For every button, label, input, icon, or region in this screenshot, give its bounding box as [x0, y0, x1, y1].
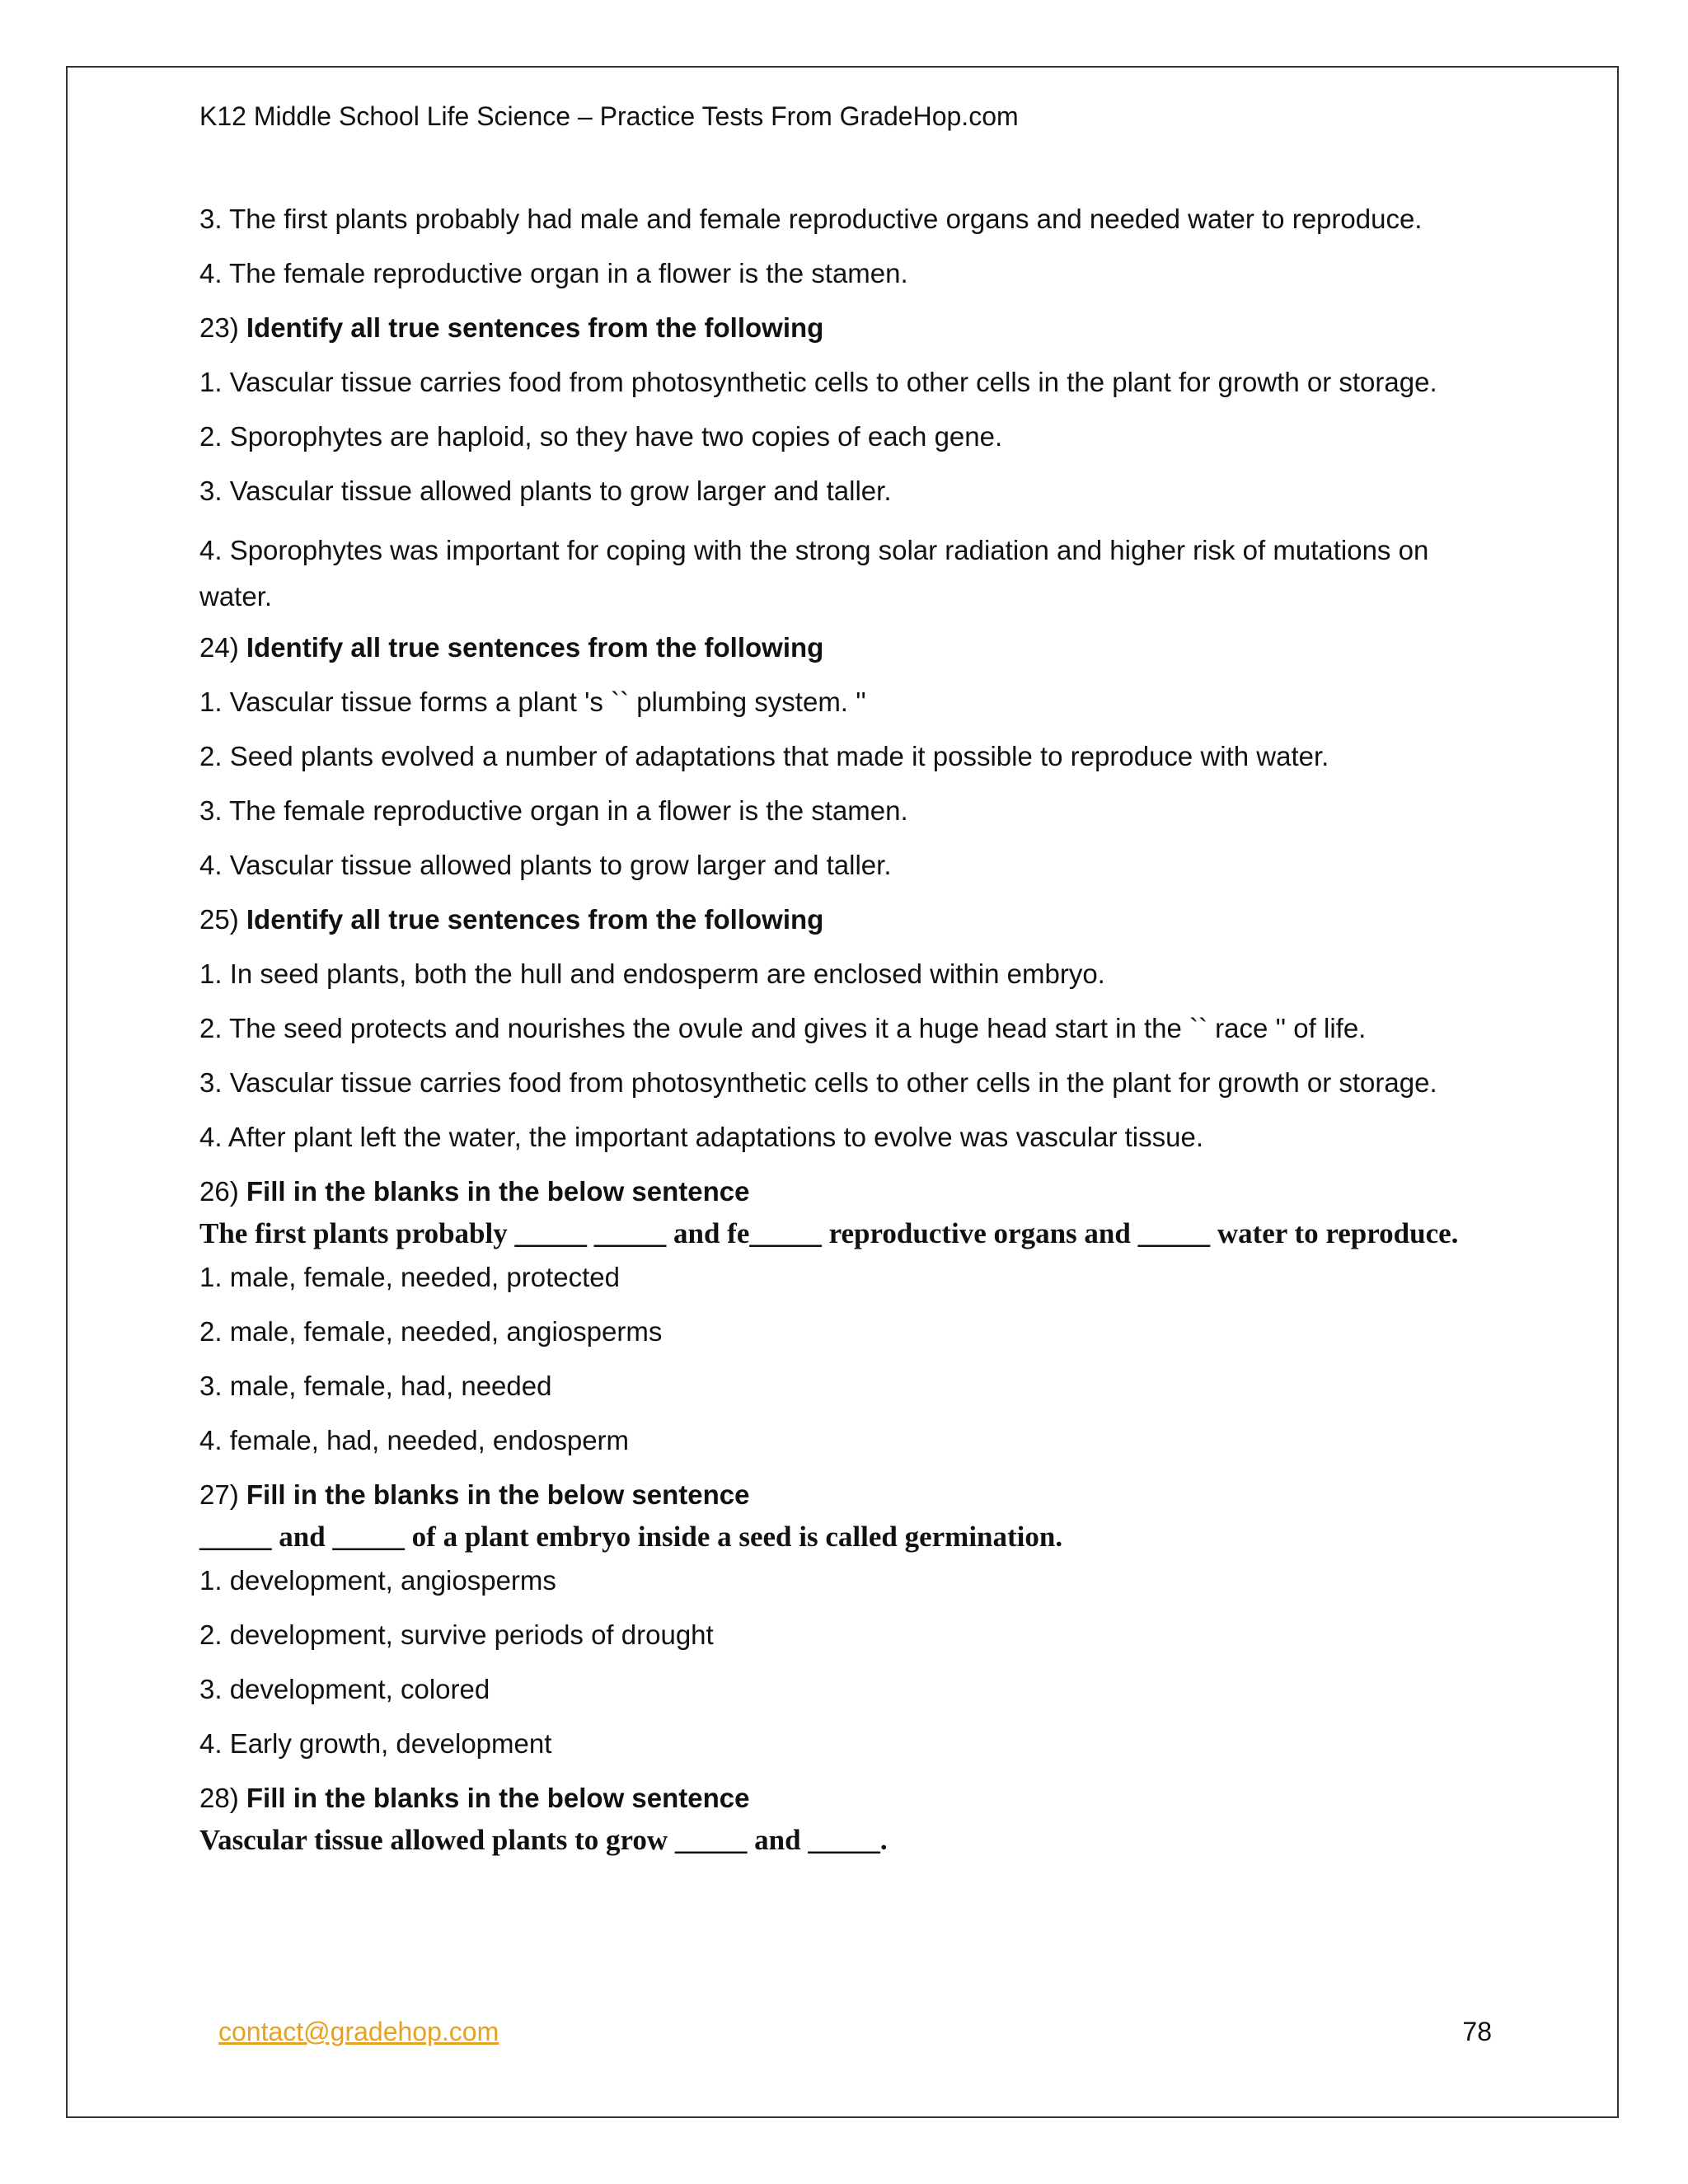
- fill-in-sentence: _____ and _____ of a plant embryo inside a seed is called germination.: [199, 1521, 1063, 1553]
- page-content: [199, 201, 1502, 1866]
- question-number: 28): [199, 1783, 239, 1813]
- question-24-heading: [199, 630, 1502, 666]
- question-number: 23): [199, 312, 239, 343]
- question-28-heading: [199, 1780, 1502, 1816]
- question-28: [199, 1780, 1502, 1858]
- page-header: K12 Middle School Life Science – Practice Tests From GradeHop.com: [199, 101, 1019, 131]
- question-number: 26): [199, 1176, 239, 1207]
- option-1: 1. male, female, needed, protected: [199, 1262, 620, 1292]
- question-number: 27): [199, 1479, 239, 1510]
- fill-in-sentence: Vascular tissue allowed plants to grow _____ and _____.: [199, 1824, 888, 1856]
- question-25: [199, 902, 1502, 1155]
- question-prompt: Identify all true sentences from the following: [246, 312, 824, 343]
- question-26: [199, 1174, 1502, 1459]
- question-23: [199, 310, 1502, 620]
- question-prompt: Identify all true sentences from the following: [246, 904, 824, 935]
- option-3: 3. Vascular tissue allowed plants to grow larger and taller.: [199, 476, 892, 506]
- question-25-heading: [199, 902, 1502, 938]
- option-2: 2. The seed protects and nourishes the ovule and gives it a huge head start in the `` race '' of life.: [199, 1013, 1367, 1043]
- question-27-heading: [199, 1477, 1502, 1513]
- option-1: 1. Vascular tissue carries food from photosynthetic cells to other cells in the plant for growth or storage.: [199, 367, 1437, 397]
- question-27: [199, 1477, 1502, 1762]
- page-number: 78: [1462, 2017, 1492, 2046]
- fill-in-sentence: The first plants probably _____ _____ and fe_____ reproductive organs and _____ water to reproduce.: [199, 1217, 1459, 1249]
- question-number: 24): [199, 632, 239, 663]
- option-1: 1. development, angiosperms: [199, 1565, 556, 1596]
- option-2: 2. male, female, needed, angiosperms: [199, 1316, 663, 1347]
- prev-question-options: [199, 201, 1502, 292]
- question-23-heading: [199, 310, 1502, 346]
- question-prompt: Fill in the blanks in the below sentence: [246, 1479, 750, 1510]
- option-2: 2. development, survive periods of drought: [199, 1619, 714, 1650]
- option-3: 3. The female reproductive organ in a flower is the stamen.: [199, 795, 908, 826]
- option-4: 4. female, had, needed, endosperm: [199, 1425, 630, 1455]
- question-26-heading: [199, 1174, 1502, 1210]
- option-2: 2. Seed plants evolved a number of adaptations that made it possible to reproduce with water.: [199, 741, 1329, 771]
- question-prompt: Fill in the blanks in the below sentence: [246, 1176, 750, 1207]
- option-4: 4. Sporophytes was important for coping with the strong solar radiation and higher risk of mutations on water.: [199, 535, 1429, 612]
- question-number: 25): [199, 904, 239, 935]
- question-24: [199, 630, 1502, 883]
- option-4: 4. The female reproductive organ in a flower is the stamen.: [199, 258, 908, 288]
- option-4: 4. Early growth, development: [199, 1728, 552, 1759]
- option-3: 3. The first plants probably had male and female reproductive organs and needed water to reproduce.: [199, 204, 1423, 234]
- option-3: 3. development, colored: [199, 1674, 490, 1704]
- option-4: 4. After plant left the water, the important adaptations to evolve was vascular tissue.: [199, 1122, 1204, 1152]
- option-1: 1. In seed plants, both the hull and endosperm are enclosed within embryo.: [199, 958, 1105, 989]
- contact-email-link[interactable]: contact@gradehop.com: [218, 2017, 499, 2046]
- option-3: 3. Vascular tissue carries food from photosynthetic cells to other cells in the plant for growth or storage.: [199, 1067, 1437, 1098]
- question-prompt: Identify all true sentences from the following: [246, 632, 824, 663]
- option-3: 3. male, female, had, needed: [199, 1371, 552, 1401]
- option-4: 4. Vascular tissue allowed plants to grow larger and taller.: [199, 850, 892, 880]
- option-1: 1. Vascular tissue forms a plant 's `` plumbing system. '': [199, 687, 866, 717]
- question-prompt: Fill in the blanks in the below sentence: [246, 1783, 750, 1813]
- option-2: 2. Sporophytes are haploid, so they have two copies of each gene.: [199, 421, 1003, 452]
